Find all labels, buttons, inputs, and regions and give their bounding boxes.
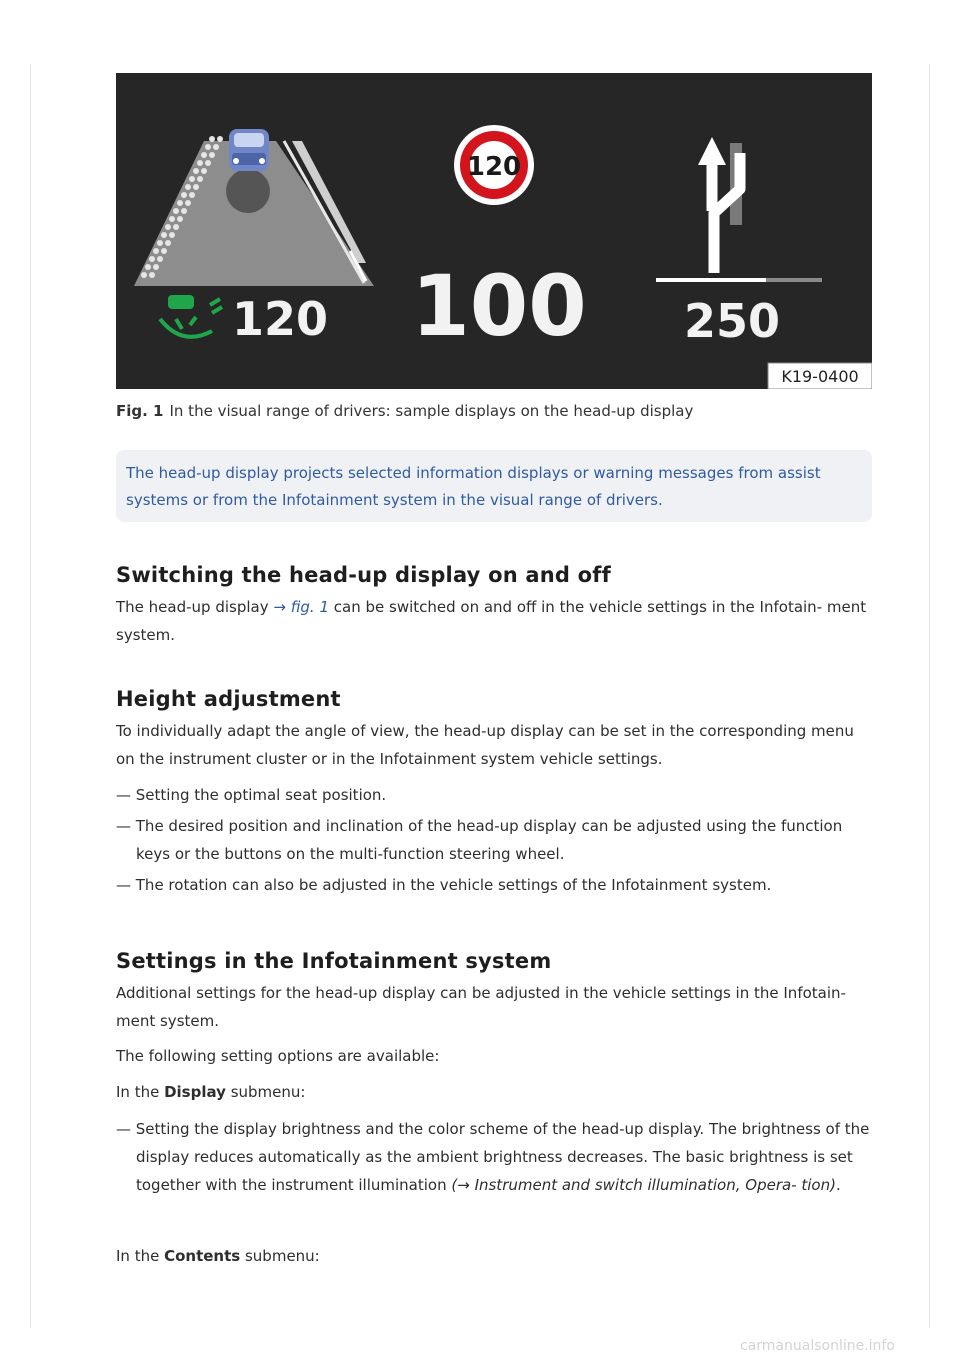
display-item-end: . [835, 1176, 841, 1194]
height-item-seat: — Setting the optimal seat position. [116, 786, 387, 804]
heading-settings: Settings in the Infotainment system [116, 949, 552, 973]
acc-set-speed: 120 [232, 292, 329, 346]
settings-options-intro: The following setting options are available: [116, 1047, 440, 1065]
car-shadow [226, 169, 270, 213]
figure-caption-text: In the visual range of drivers: sample displays on the head-up display [169, 402, 694, 420]
display-submenu-label: Display [164, 1083, 226, 1101]
figure-caption [116, 402, 693, 420]
heading-switching: Switching the head-up display on and off [116, 563, 611, 587]
switching-text-before: The head-up display [116, 598, 274, 616]
display-item [116, 1115, 876, 1199]
speed-limit-sign [454, 125, 534, 205]
watermark: carmanualsonline.info [740, 1338, 895, 1354]
figure-link[interactable]: → fig. 1 [273, 598, 329, 616]
contents-suffix: submenu: [240, 1247, 320, 1265]
nav-arrow-icon [656, 137, 822, 282]
display-item-text: — Setting the display brightness and the color scheme of the head-up display. The brightness of the display reduces automatically as the ambient brightness decreases. The basic brightness is set together with the instrument illumination [116, 1120, 870, 1194]
switching-text-after: can be switched on and off in the vehicle settings in the Infotain- ment system. [116, 598, 867, 644]
contents-prefix: In the [116, 1247, 165, 1265]
display-suffix: submenu: [225, 1083, 306, 1101]
car-ahead-icon [229, 129, 269, 171]
left-margin-line [30, 64, 31, 1328]
settings-intro: Additional settings for the head-up display can be adjusted in the vehicle settings in the Infotain- ment system. [116, 984, 846, 1030]
speed-limit-value: 120 [466, 152, 522, 182]
acc-icon [160, 295, 222, 337]
figure-label: Fig. 1 [116, 402, 164, 420]
current-speed: 100 [411, 257, 587, 355]
hud-illustration [116, 73, 872, 389]
display-submenu-line [116, 1078, 876, 1106]
height-item-rotation: — The rotation can also be adjusted in the vehicle settings of the Infotainment system. [116, 876, 772, 894]
nav-distance: 250 [684, 294, 781, 348]
height-intro: To individually adapt the angle of view, the head-up display can be set in the corresponding menu on the instrument cluster or in the Infotainment system vehicle settings. [116, 722, 854, 768]
heading-height: Height adjustment [116, 687, 341, 711]
hud-figure [116, 73, 872, 389]
display-prefix: In the [116, 1083, 165, 1101]
contents-submenu-label: Contents [164, 1247, 241, 1265]
height-item-position: — The desired position and inclination of the head-up display can be adjusted using the function keys or the buttons on the multi-function steering wheel. [116, 817, 843, 863]
right-margin-line [929, 64, 930, 1328]
contents-submenu-line [116, 1242, 876, 1270]
intro-callout [116, 450, 872, 522]
switching-text [116, 593, 876, 649]
intro-callout-text: The head-up display projects selected information displays or warning messages from assist systems or from the Infotainment system in the visual range of drivers. [126, 464, 821, 509]
illumination-reference-link[interactable]: (→ Instrument and switch illumination, Opera- tion) [451, 1176, 836, 1194]
image-code: K19-0400 [781, 367, 859, 386]
